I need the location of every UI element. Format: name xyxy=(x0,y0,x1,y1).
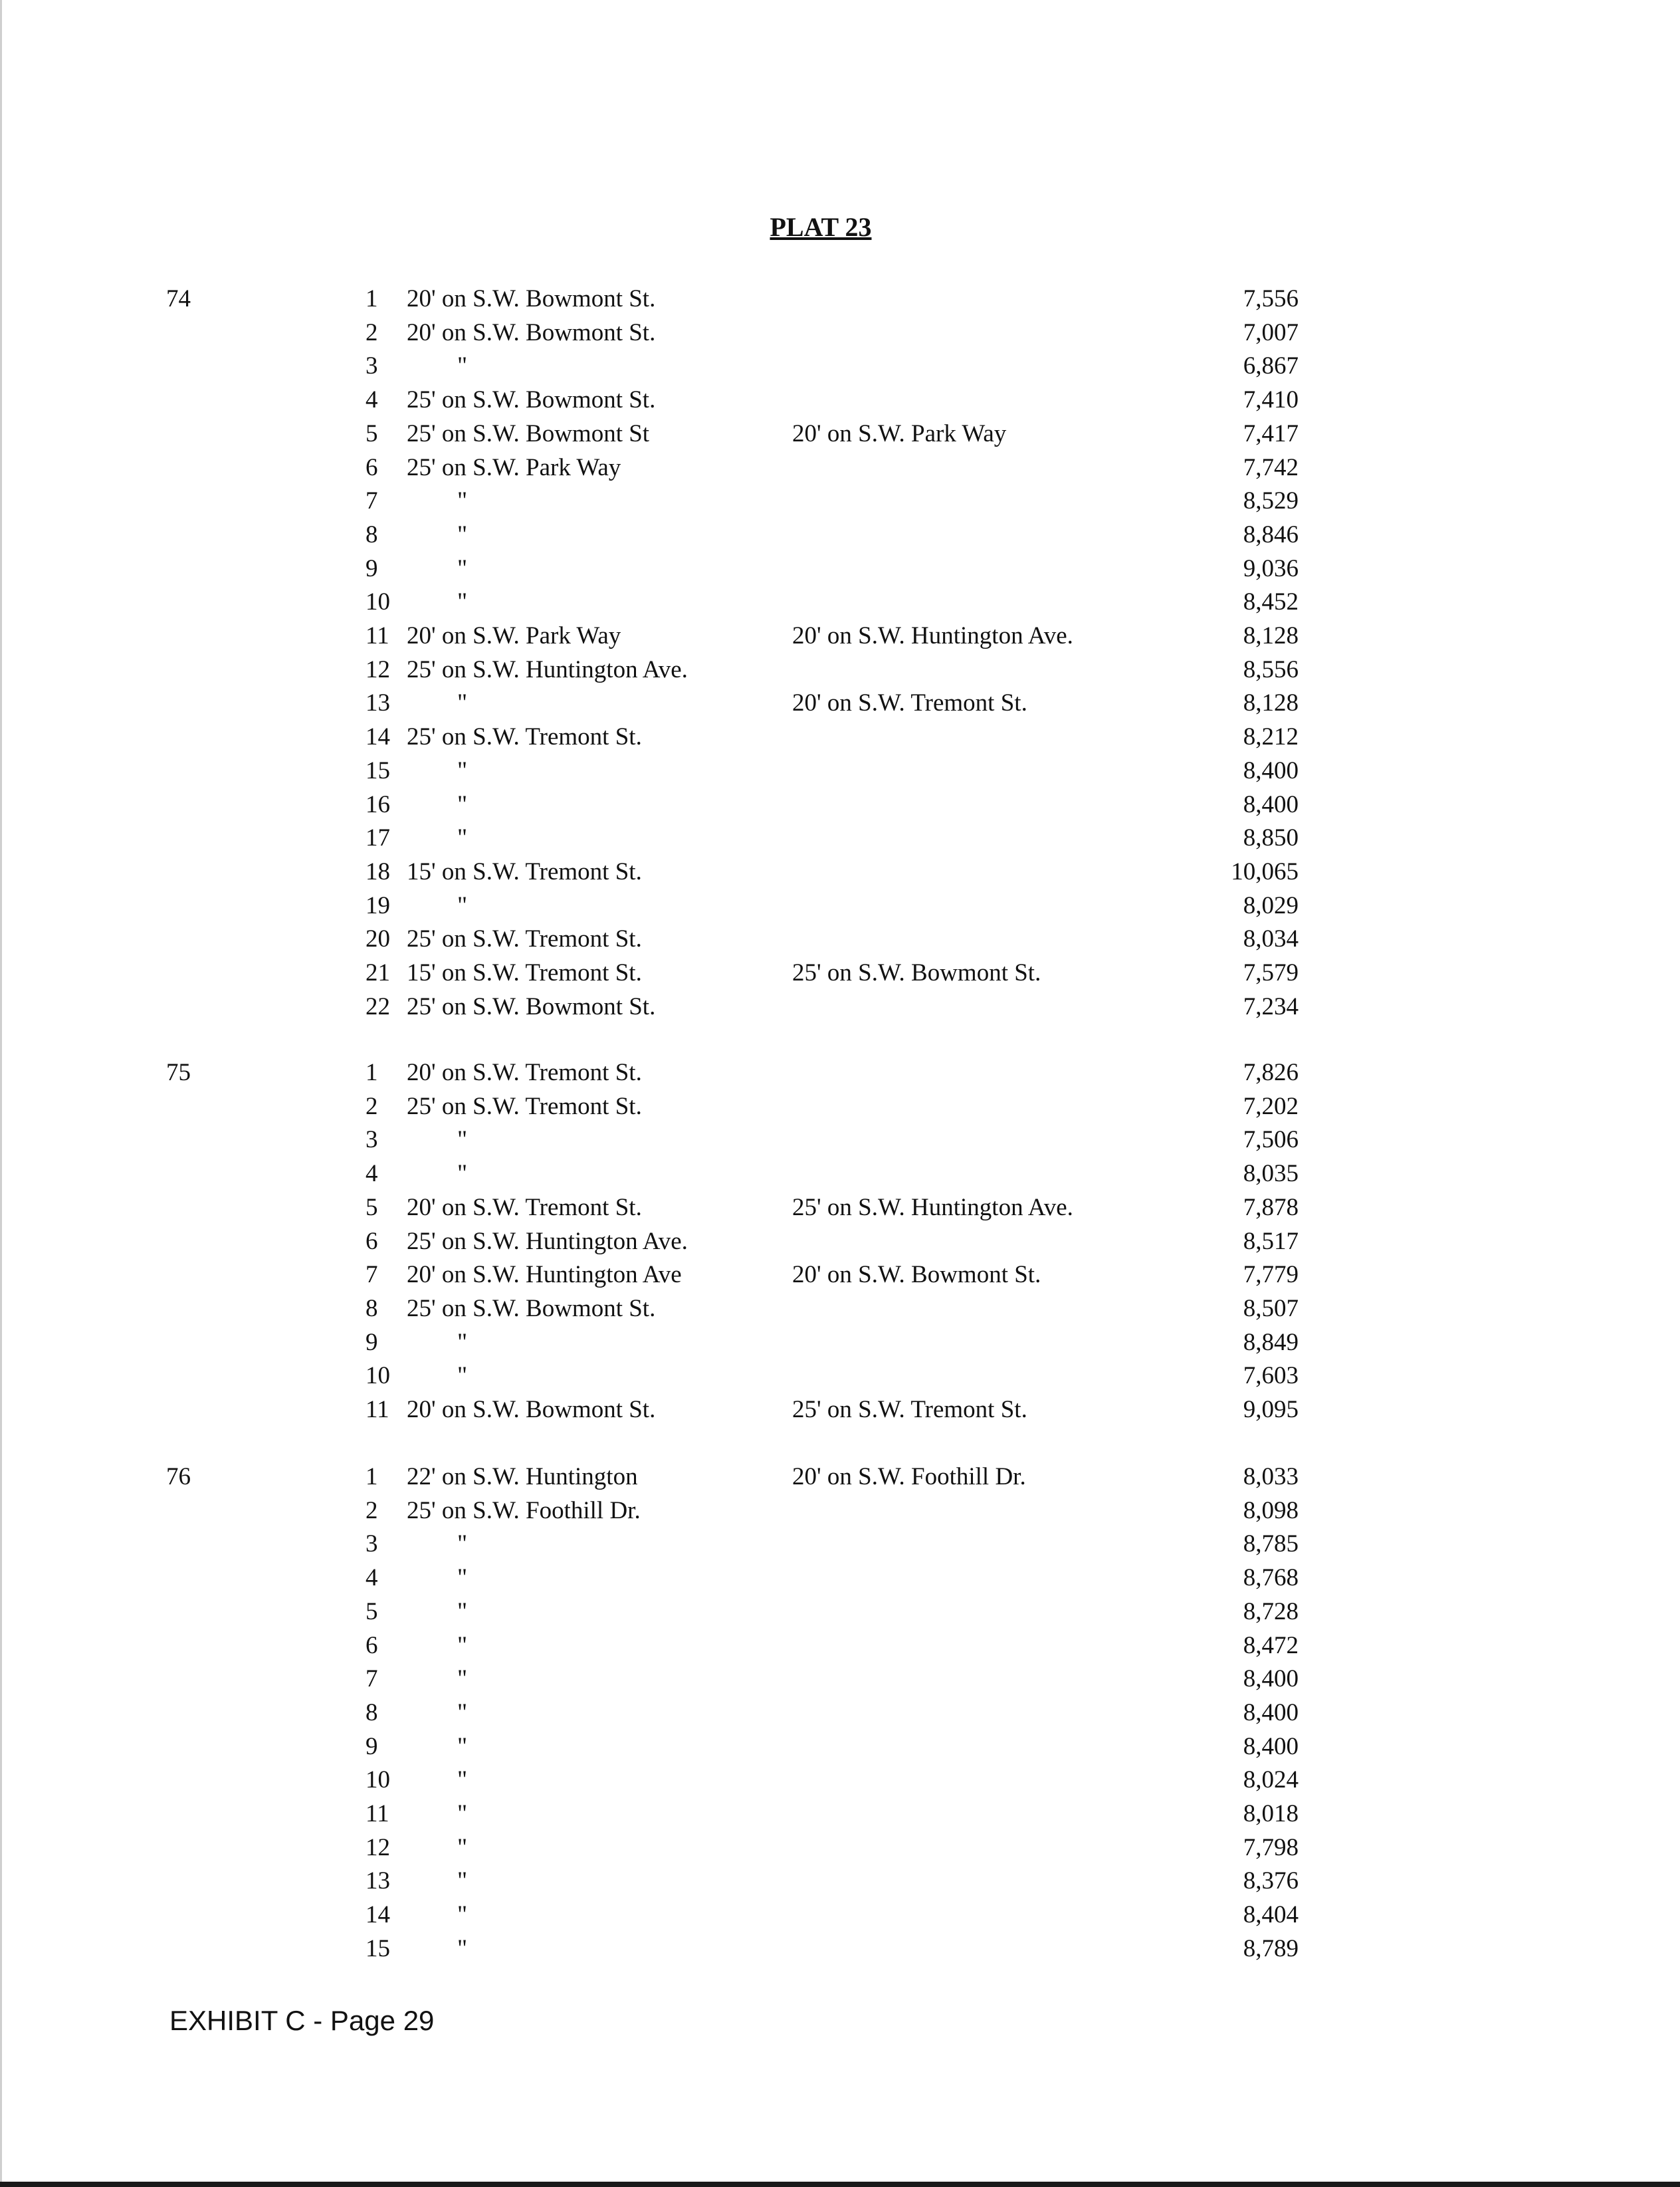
lot-number: 9 xyxy=(366,554,378,582)
page-footer: EXHIBIT C - Page 29 xyxy=(169,2005,435,2036)
lot-area: 8,376 xyxy=(1243,1867,1299,1895)
frontage-primary: 25' on S.W. Tremont St. xyxy=(407,925,642,953)
lot-area: 8,789 xyxy=(1243,1934,1299,1962)
lot-number: 2 xyxy=(366,1092,378,1120)
lot-area: 8,033 xyxy=(1243,1463,1299,1490)
lot-area: 7,417 xyxy=(1243,419,1299,447)
frontage-primary: " xyxy=(457,554,468,582)
lot-number: 18 xyxy=(366,858,390,885)
frontage-primary: " xyxy=(457,1597,468,1625)
lot-number: 2 xyxy=(366,1496,378,1524)
frontage-primary: " xyxy=(457,1833,468,1861)
lot-area: 10,065 xyxy=(1231,858,1299,885)
frontage-primary: 15' on S.W. Tremont St. xyxy=(407,858,642,885)
frontage-secondary: 20' on S.W. Park Way xyxy=(792,419,1007,447)
lot-number: 16 xyxy=(366,790,390,818)
lot-number: 6 xyxy=(366,453,378,481)
frontage-primary: 25' on S.W. Park Way xyxy=(407,453,621,481)
lot-number: 4 xyxy=(366,1564,378,1592)
frontage-primary: " xyxy=(457,1631,468,1659)
frontage-primary: " xyxy=(457,1665,468,1693)
frontage-primary: " xyxy=(457,588,468,616)
frontage-primary: 25' on S.W. Huntington Ave. xyxy=(407,655,688,683)
frontage-primary: " xyxy=(457,1362,468,1390)
lot-area: 8,035 xyxy=(1243,1160,1299,1188)
page-title: PLAT 23 xyxy=(770,212,872,242)
lot-number: 4 xyxy=(366,1160,378,1188)
lot-number: 10 xyxy=(366,1362,390,1390)
lot-number: 19 xyxy=(366,891,390,919)
frontage-primary: 15' on S.W. Tremont St. xyxy=(407,959,642,986)
lot-area: 8,400 xyxy=(1243,1698,1299,1726)
lot-area: 8,556 xyxy=(1243,655,1299,683)
lot-area: 9,095 xyxy=(1243,1396,1299,1423)
lot-area: 8,034 xyxy=(1243,925,1299,953)
lot-area: 7,234 xyxy=(1243,992,1299,1020)
frontage-primary: " xyxy=(457,1126,468,1154)
frontage-primary: 20' on S.W. Tremont St. xyxy=(407,1193,642,1221)
frontage-primary: " xyxy=(457,824,468,852)
frontage-primary: " xyxy=(457,1530,468,1558)
lot-area: 7,202 xyxy=(1243,1092,1299,1120)
lot-number: 6 xyxy=(366,1631,378,1659)
lot-area: 6,867 xyxy=(1243,352,1299,380)
lot-area: 7,878 xyxy=(1243,1193,1299,1221)
lot-area: 7,779 xyxy=(1243,1261,1299,1289)
lot-number: 14 xyxy=(366,723,390,751)
lot-area: 7,410 xyxy=(1243,386,1299,414)
lot-number: 5 xyxy=(366,1597,378,1625)
frontage-primary: " xyxy=(457,352,468,380)
lot-area: 7,798 xyxy=(1243,1833,1299,1861)
frontage-primary: 20' on S.W. Tremont St. xyxy=(407,1059,642,1086)
lot-number: 1 xyxy=(366,285,378,312)
frontage-primary: " xyxy=(457,790,468,818)
lot-number: 11 xyxy=(366,1800,389,1827)
frontage-secondary: 20' on S.W. Huntington Ave. xyxy=(792,622,1073,649)
lot-area: 7,603 xyxy=(1243,1362,1299,1390)
frontage-primary: 20' on S.W. Park Way xyxy=(407,622,621,649)
lot-area: 7,506 xyxy=(1243,1126,1299,1154)
lot-area: 7,007 xyxy=(1243,318,1299,346)
scan-bottom-edge xyxy=(0,2182,1680,2187)
lot-area: 8,128 xyxy=(1243,622,1299,649)
lot-area: 8,212 xyxy=(1243,723,1299,751)
lot-area: 7,556 xyxy=(1243,285,1299,312)
frontage-primary: 20' on S.W. Bowmont St. xyxy=(407,285,656,312)
lot-number: 8 xyxy=(366,1698,378,1726)
frontage-primary: " xyxy=(457,689,468,717)
frontage-primary: " xyxy=(457,1698,468,1726)
lot-number: 15 xyxy=(366,1934,390,1962)
lot-number: 12 xyxy=(366,655,390,683)
frontage-primary: 25' on S.W. Foothill Dr. xyxy=(407,1496,641,1524)
frontage-secondary: 20' on S.W. Bowmont St. xyxy=(792,1261,1041,1289)
lot-number: 2 xyxy=(366,318,378,346)
frontage-primary: " xyxy=(457,487,468,515)
frontage-primary: 25' on S.W. Bowmont St. xyxy=(407,386,656,414)
lot-number: 3 xyxy=(366,352,378,380)
lot-number: 7 xyxy=(366,487,378,515)
frontage-primary: 22' on S.W. Huntington xyxy=(407,1463,638,1490)
frontage-primary: 25' on S.W. Tremont St. xyxy=(407,723,642,751)
lot-number: 8 xyxy=(366,520,378,548)
lot-number: 1 xyxy=(366,1463,378,1490)
block-number: 75 xyxy=(166,1059,191,1086)
lot-number: 9 xyxy=(366,1328,378,1356)
frontage-primary: " xyxy=(457,1160,468,1188)
lot-area: 8,029 xyxy=(1243,891,1299,919)
lot-area: 8,018 xyxy=(1243,1800,1299,1827)
frontage-secondary: 25' on S.W. Bowmont St. xyxy=(792,959,1041,986)
frontage-primary: 20' on S.W. Bowmont St. xyxy=(407,318,656,346)
lot-number: 1 xyxy=(366,1059,378,1086)
lot-number: 13 xyxy=(366,689,390,717)
lot-number: 5 xyxy=(366,1193,378,1221)
frontage-secondary: 25' on S.W. Tremont St. xyxy=(792,1396,1027,1423)
lot-number: 11 xyxy=(366,622,389,649)
lot-area: 7,579 xyxy=(1243,959,1299,986)
lot-area: 8,400 xyxy=(1243,1665,1299,1693)
lot-number: 15 xyxy=(366,756,390,784)
frontage-primary: 25' on S.W. Bowmont St. xyxy=(407,992,656,1020)
block-number: 76 xyxy=(166,1463,191,1490)
frontage-primary: " xyxy=(457,1867,468,1895)
lot-area: 8,768 xyxy=(1243,1564,1299,1592)
lot-number: 5 xyxy=(366,419,378,447)
lot-area: 7,826 xyxy=(1243,1059,1299,1086)
lot-number: 12 xyxy=(366,1833,390,1861)
lot-area: 8,472 xyxy=(1243,1631,1299,1659)
lot-area: 8,517 xyxy=(1243,1227,1299,1255)
frontage-secondary: 20' on S.W. Tremont St. xyxy=(792,689,1027,717)
frontage-primary: " xyxy=(457,756,468,784)
lot-number: 10 xyxy=(366,1766,390,1794)
frontage-primary: " xyxy=(457,1328,468,1356)
frontage-primary: " xyxy=(457,520,468,548)
frontage-primary: 20' on S.W. Bowmont St. xyxy=(407,1396,656,1423)
lot-number: 9 xyxy=(366,1732,378,1760)
lot-area: 8,400 xyxy=(1243,1732,1299,1760)
frontage-primary: 25' on S.W. Bowmont St. xyxy=(407,1294,656,1322)
frontage-primary: " xyxy=(457,1732,468,1760)
frontage-primary: 20' on S.W. Huntington Ave xyxy=(407,1261,682,1289)
frontage-primary: 25' on S.W. Huntington Ave. xyxy=(407,1227,688,1255)
lot-area: 8,024 xyxy=(1243,1766,1299,1794)
frontage-primary: 25' on S.W. Tremont St. xyxy=(407,1092,642,1120)
lot-area: 8,529 xyxy=(1243,487,1299,515)
lot-number: 20 xyxy=(366,925,390,953)
scan-left-edge xyxy=(0,0,2,2187)
lot-area: 8,507 xyxy=(1243,1294,1299,1322)
lot-number: 10 xyxy=(366,588,390,616)
lot-area: 8,846 xyxy=(1243,520,1299,548)
lot-number: 7 xyxy=(366,1261,378,1289)
lot-area: 8,850 xyxy=(1243,824,1299,852)
lot-number: 4 xyxy=(366,386,378,414)
lot-number: 6 xyxy=(366,1227,378,1255)
lot-number: 17 xyxy=(366,824,390,852)
lot-number: 3 xyxy=(366,1530,378,1558)
lot-area: 9,036 xyxy=(1243,554,1299,582)
lot-number: 22 xyxy=(366,992,390,1020)
frontage-primary: " xyxy=(457,1564,468,1592)
lot-area: 8,785 xyxy=(1243,1530,1299,1558)
lot-number: 7 xyxy=(366,1665,378,1693)
frontage-primary: 25' on S.W. Bowmont St xyxy=(407,419,650,447)
lot-area: 8,404 xyxy=(1243,1901,1299,1929)
frontage-primary: " xyxy=(457,1800,468,1827)
frontage-primary: " xyxy=(457,891,468,919)
lot-number: 13 xyxy=(366,1867,390,1895)
lot-area: 8,400 xyxy=(1243,756,1299,784)
frontage-primary: " xyxy=(457,1766,468,1794)
lot-area: 7,742 xyxy=(1243,453,1299,481)
frontage-secondary: 20' on S.W. Foothill Dr. xyxy=(792,1463,1026,1490)
lot-area: 8,728 xyxy=(1243,1597,1299,1625)
lot-number: 3 xyxy=(366,1126,378,1154)
lot-area: 8,849 xyxy=(1243,1328,1299,1356)
frontage-primary: " xyxy=(457,1934,468,1962)
lot-number: 14 xyxy=(366,1901,390,1929)
lot-area: 8,452 xyxy=(1243,588,1299,616)
frontage-primary: " xyxy=(457,1901,468,1929)
lot-area: 8,128 xyxy=(1243,689,1299,717)
block-number: 74 xyxy=(166,285,191,312)
lot-area: 8,098 xyxy=(1243,1496,1299,1524)
lot-number: 11 xyxy=(366,1396,389,1423)
frontage-secondary: 25' on S.W. Huntington Ave. xyxy=(792,1193,1073,1221)
lot-number: 21 xyxy=(366,959,390,986)
lot-number: 8 xyxy=(366,1294,378,1322)
lot-area: 8,400 xyxy=(1243,790,1299,818)
